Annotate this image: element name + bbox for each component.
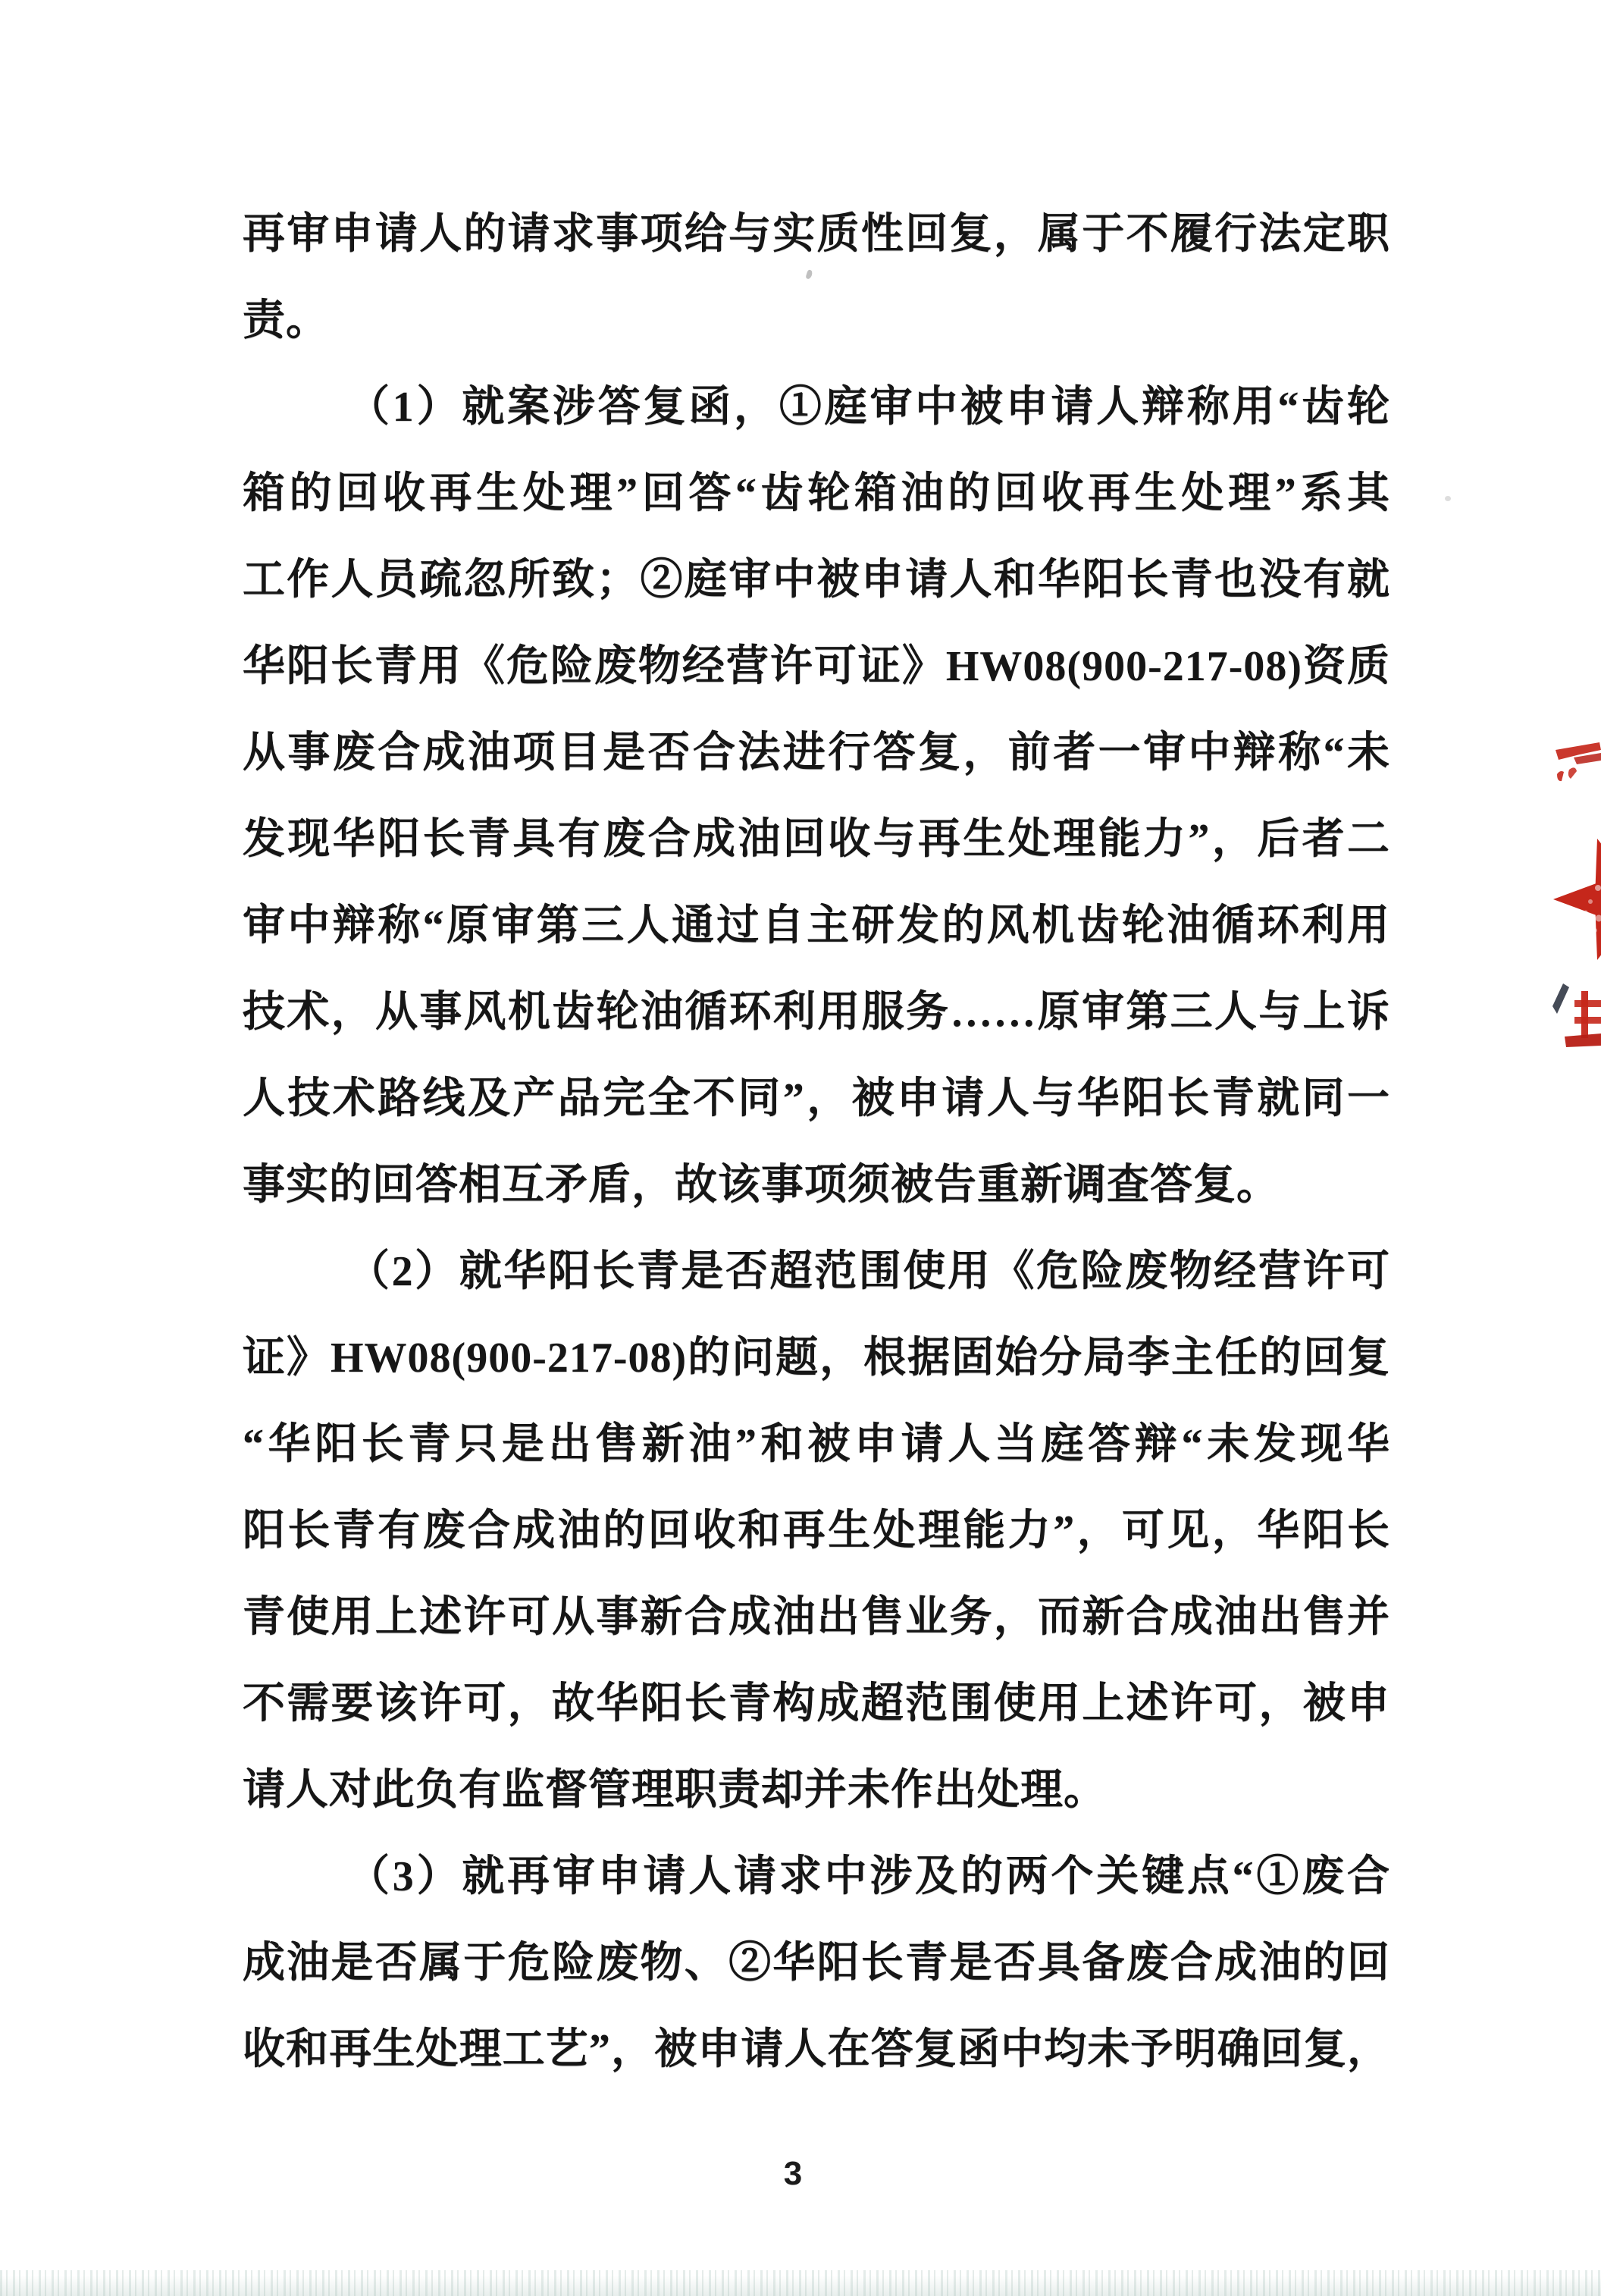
text-line: 事实的回答相互矛盾，故该事项须被告重新调查答复。 [243,1162,1280,1209]
text-line: “华阳长青只是出售新油”和被申请人当庭答辩“未发现华 [243,1421,1390,1468]
text-line: 箱的回收再生处理”回答“齿轮箱油的回收再生处理”系其 [243,470,1390,517]
text-line: 请人对此负有监督管理职责却并未作出处理。 [243,1767,1107,1814]
text-line: 从事废合成油项目是否合法进行答复，前者一审中辩称“未 [243,729,1390,776]
text-line: 再审申请人的请求事项给与实质性回复，属于不履行法定职 [243,211,1390,258]
text-line: 审中辩称“原审第三人通过自主研发的风机齿轮油循环利用 [243,902,1390,949]
text-line: 技术，从事风机齿轮油循环利用服务……原审第三人与上诉 [243,989,1390,1036]
page-number: 3 [783,2155,803,2192]
text-line: 工作人员疏忽所致；②庭审中被申请人和华阳长青也没有就 [243,557,1390,604]
text-line: 青使用上述许可从事新合成油出售业务，而新合成油出售并 [243,1594,1390,1641]
document-body [243,191,1390,2093]
red-seal-stamp-icon [1551,739,1601,1058]
text-line: 收和再生处理工艺”，被申请人在答复函中均未予明确回复， [243,2026,1390,2073]
text-line: 华阳长青用《危险废物经营许可证》HW08(900-217-08)资质 [243,643,1390,690]
text-line: 责。 [243,297,329,344]
text-line: 阳长青有废合成油的回收和再生处理能力”，可见，华阳长 [243,1507,1390,1554]
text-line: 人技术路线及产品完全不同”，被申请人与华阳长青就同一 [243,1075,1390,1122]
text-line: （2）就华阳长青是否超范围使用《危险废物经营许可 [347,1248,1390,1295]
text-line: （1）就案涉答复函，①庭审中被申请人辩称用“齿轮 [347,384,1390,431]
text-line: 发现华阳长青具有废合成油回收与再生处理能力”，后者二 [243,816,1390,863]
scan-speck [1445,496,1451,501]
text-line: 不需要该许可，故华阳长青构成超范围使用上述许可，被申 [243,1680,1390,1727]
scanner-edge-artifact [0,2270,1601,2296]
text-line: 成油是否属于危险废物、②华阳长青是否具备废合成油的回 [243,1940,1390,1987]
text-line: 证》HW08(900-217-08)的问题，根据固始分局李主任的回复 [243,1335,1390,1382]
text-line: （3）就再审申请人请求中涉及的两个关键点“①废合 [347,1853,1390,1900]
